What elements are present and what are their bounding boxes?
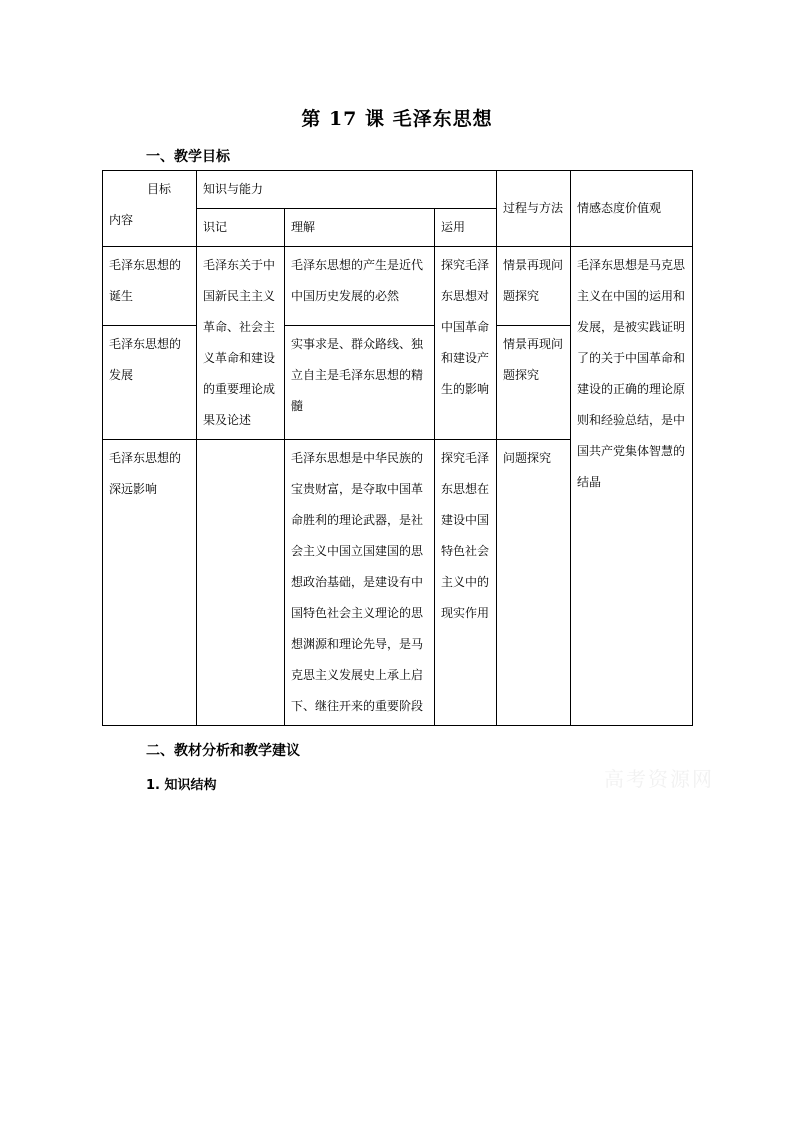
memorize-merged-cell: 毛泽东关于中国新民主主义革命、社会主义革命和建设的重要理论成果及论述 — [197, 247, 285, 440]
teaching-goals-table — [102, 170, 693, 726]
section-heading-goals: 一、教学目标 — [146, 149, 230, 165]
row-understand-cell: 实事求是、群众路线、独立自主是毛泽东思想的精髓 — [285, 325, 435, 439]
header-memorize: 识记 — [197, 209, 285, 247]
row-content-cell: 毛泽东思想的发展 — [103, 325, 197, 439]
header-apply: 运用 — [435, 209, 497, 247]
header-understand: 理解 — [285, 209, 435, 247]
row-content-cell: 毛泽东思想的深远影响 — [103, 440, 197, 726]
corner-content-label: 内容 — [109, 213, 134, 227]
corner-goal-label: 目标 — [147, 182, 172, 196]
row-process-cell: 问题探究 — [497, 440, 571, 726]
emotion-merged-cell: 毛泽东思想是马克思主义在中国的运用和发展，是被实践证明了的关于中国革命和建设的正确的理论原则和经验总结，是中国共产党集体智慧的结晶 — [571, 247, 693, 726]
row-content-cell: 毛泽东思想的诞生 — [103, 247, 197, 326]
row-process-cell: 情景再现问题探究 — [497, 247, 571, 326]
subsection-heading-structure: 1. 知识结构 — [146, 778, 217, 793]
apply-merged-cell: 探究毛泽东思想对中国革命和建设产生的影响 — [435, 247, 497, 440]
watermark-text: 高考资源网 — [604, 767, 714, 791]
row-process-cell: 情景再现问题探究 — [497, 325, 571, 439]
row-understand-cell: 毛泽东思想的产生是近代中国历史发展的必然 — [285, 247, 435, 326]
header-emotion-values: 情感态度价值观 — [571, 171, 693, 247]
header-knowledge-ability: 知识与能力 — [197, 171, 497, 209]
row-memorize-empty-cell — [197, 440, 285, 726]
table-row — [103, 247, 693, 326]
table-header-row — [103, 171, 693, 209]
row-apply-cell: 探究毛泽东思想在建设中国特色社会主义中的现实作用 — [435, 440, 497, 726]
header-process-method: 过程与方法 — [497, 171, 571, 247]
row-understand-cell: 毛泽东思想是中华民族的宝贵财富，是夺取中国革命胜利的理论武器，是社会主义中国立国建国的思想政治基础，是建设有中国特色社会主义理论的思想渊源和理论先导，是马克思主义发展史上承上启下、继往开来的重要阶段 — [285, 440, 435, 726]
table-corner-cell — [103, 171, 197, 247]
section-heading-analysis: 二、教材分析和教学建议 — [146, 743, 300, 759]
page-title: 第 17 课 毛泽东思想 — [301, 108, 493, 130]
